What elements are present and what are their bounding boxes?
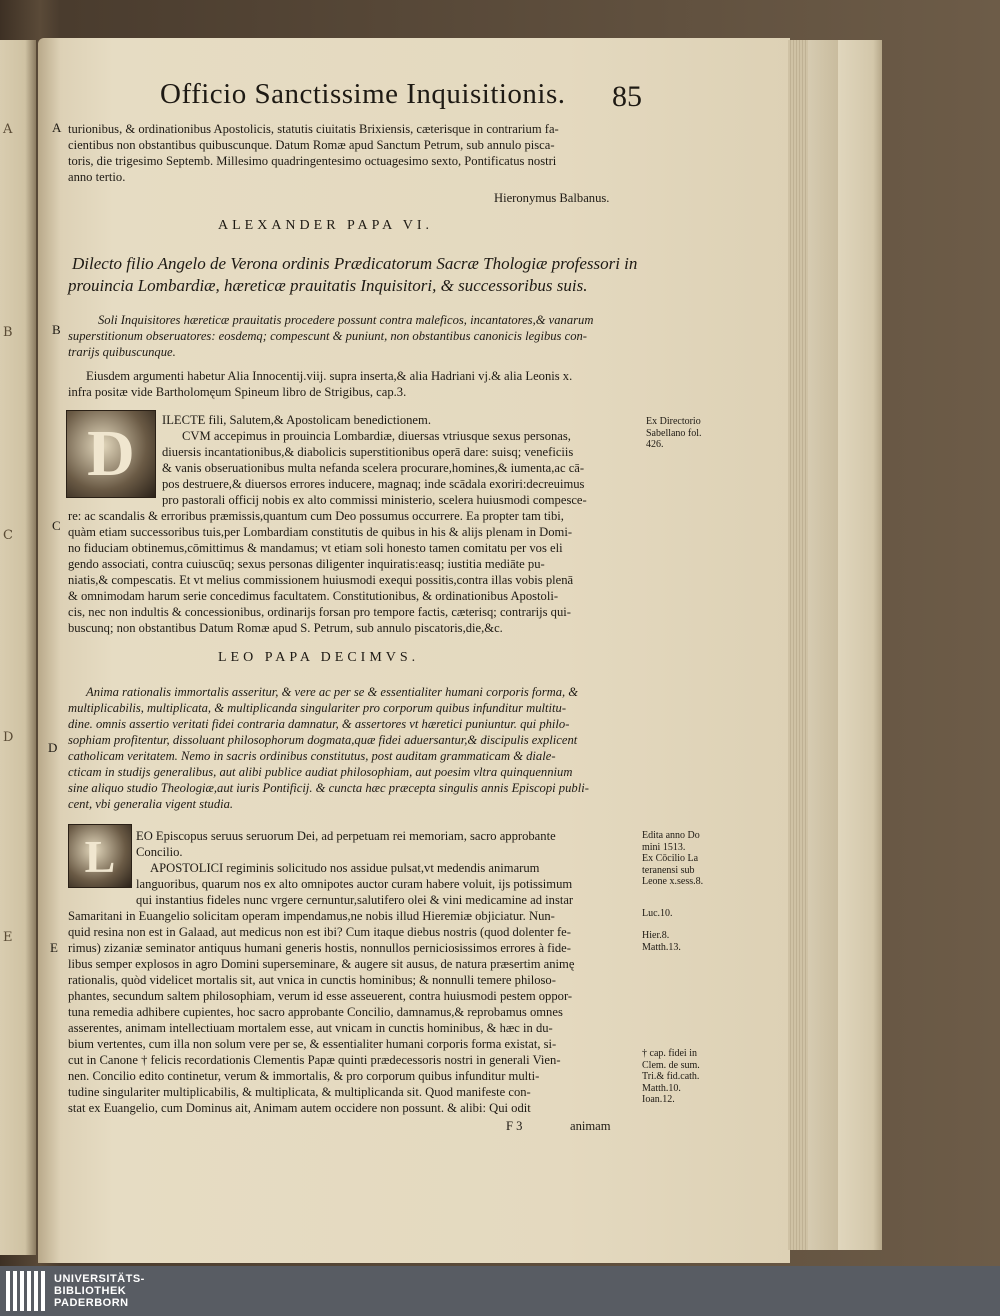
text-line: quàm etiam successoribus tuis,per Lombardiam constitutis de quibus in his & alijs plenam in Domi- — [68, 525, 573, 539]
text-line: tudine singulariter multiplicabilis, & multiplicata, & multiplicanda sit. Quod manifeste con- — [68, 1085, 531, 1099]
text-line: asserentes, animam intellectiuam mortalem esse, aut vnicam in cunctis hominibus, & hæc in du- — [68, 1021, 553, 1035]
page-number: 85 — [612, 80, 642, 113]
text-line: CVM accepimus in prouincia Lombardiæ, diuersas vtriusque sexus personas, — [182, 429, 571, 443]
library-name — [54, 1273, 145, 1309]
library-name-line: PADERBORN — [54, 1297, 129, 1309]
margin-letter: D — [48, 740, 58, 755]
text-line: quid resina non est in Galaad, aut medicus non est ibi? Cum itaque diebus nostris (quod dolenter fe- — [68, 925, 571, 939]
running-head: Officio Sanctissime Inquisitionis. — [160, 78, 566, 110]
left-page-letter: D — [3, 730, 14, 745]
page-edges — [808, 40, 838, 1250]
section-heading: LEO PAPA DECIMVS. — [218, 650, 420, 665]
text-line: phantes, secundum saltem philosophiam, verum id esse asseuerent, contra huiusmodi pestem oppor- — [68, 989, 573, 1003]
summary-line: Soli Inquisitores hæreticæ prauitatis procedere possunt contra maleficos, incantatores,& vanarum — [98, 313, 594, 327]
note-line: Ioan.12. — [642, 1094, 675, 1105]
text-line: gendo associati, contra cuiuscūq; sexus personas diligenter inquiratis:easq; iustitia mediāte pu- — [68, 557, 545, 571]
text-line: cis, nec non indultis & concessionibus, ordinarijs forsan pro tempore factis, cæterisq; contrarijs qui- — [68, 605, 571, 619]
catchword: animam — [570, 1119, 611, 1133]
margin-letter: A — [52, 120, 62, 135]
library-footer-bar — [0, 1266, 1000, 1316]
library-name-line: UNIVERSITÄTS- — [54, 1273, 145, 1285]
note-line: mini 1513. — [642, 841, 686, 853]
book-cover-edge — [838, 40, 882, 1250]
summary-line: catholicam veritatem. Nemo in sacris ordinibus constitutus, post auditam grammaticam & diale- — [68, 749, 556, 763]
note-line: 426. — [646, 439, 664, 450]
text-line: infra positæ vide Bartholomęum Spineum libro de Strigibus, cap.3. — [68, 385, 407, 399]
left-page-letter: C — [3, 528, 13, 543]
summary-line: sine aliquo studio Theologiæ,aut iuris Pontificij. & cuncta hæc præcepta singulis annis Episcopi publi- — [68, 781, 589, 795]
text-line: qui instantius fideles nunc vrgere cernuntur,salutifero olei & vini medicamine ad instar — [136, 893, 574, 907]
text-line: pro pastorali officij nobis ex alto commissi ministerio, scelera huiusmodi compesce- — [162, 493, 587, 507]
text-line: rationalis, quòd videlicet mortalis sit, aut vnica in cunctis hominibus; & nonnulli temere philoso- — [68, 973, 556, 987]
text-line: nen. Concilio edito continetur, verum & immortalis, & pro corporum quibus infunditur multi- — [68, 1069, 540, 1083]
margin-letter: E — [50, 940, 58, 955]
summary-line: cticam in studijs generalibus, aut alibi publice audiat philosophiam, aut poesim vltra quinquennium — [68, 765, 573, 779]
text-line: bium vertentes, cum illa non solum vere per se, & essentialiter humani corporis forma existat, si- — [68, 1037, 557, 1051]
note-line: Sabellano fol. — [646, 427, 702, 439]
note-line: Matth.13. — [642, 941, 681, 953]
signature-name: Hieronymus Balbanus. — [494, 191, 610, 205]
text-line: niatis,& compescatis. Et vt melius commissionem huiusmodi exequi possitis,contra illas vobis plenā — [68, 573, 574, 587]
note-line: Ex Directorio — [646, 416, 701, 427]
left-page-letter: A — [3, 122, 13, 137]
text-line: Eiusdem argumenti habetur Alia Innocentij.viij. supra inserta,& alia Hadriani vj.& alia Leonis x. — [86, 369, 573, 383]
summary-line: cent, vbi generalia vigent studia. — [68, 797, 234, 811]
marginal-note — [642, 930, 681, 953]
note-line: Leone x.sess.8. — [642, 876, 704, 887]
text-line: stat ex Euangelio, cum Dominus ait, Animam autem occidere non possunt. & alibi: Qui odit — [68, 1101, 531, 1115]
summary-line: dine. omnis assertio veritati fidei contraria damnatur, & assertores vt hæretici puniuntur. qui philo- — [68, 717, 570, 731]
text-line: turionibus, & ordinationibus Apostolicis, statutis ciuitatis Brixiensis, cæterisque in contrarium fa- — [68, 122, 559, 136]
signature-mark: F 3 — [506, 1119, 523, 1133]
marginal-note: Luc.10. — [642, 908, 673, 919]
text-line: toris, die trigesimo Septemb. Millesimo quadringentesimo octuagesimo sexto, Pontificatus nostri — [68, 154, 557, 168]
text-line: libus semper explosos in agro Domini superseminare, & augere sit ausus, de natura præsertim animę — [68, 957, 575, 971]
text-line: Samaritani in Euangelio solicitam operam impendamus,ne nobis illud Hieremiæ objiciatur. Nun- — [68, 909, 555, 923]
note-line: teranensi sub — [642, 864, 695, 876]
text-line: anno tertio. — [68, 170, 126, 184]
note-line: Ex Cōcilio La — [642, 853, 699, 864]
section-heading: ALEXANDER PAPA VI. — [218, 218, 434, 233]
note-line: Clem. de sum. — [642, 1059, 700, 1071]
text-line: cut in Canone † felicis recordationis Clementis Papæ quinti prædecessoris nostri in generali Vien- — [68, 1053, 561, 1067]
text-line: Concilio. — [136, 845, 183, 859]
left-page-edge — [0, 40, 36, 1255]
dedication-line: prouincia Lombardiæ, hæreticæ prauitatis Inquisitori, & successoribus suis. — [68, 276, 588, 295]
text-line: tuna remedia adhibere cupientes, hoc sacro approbante Concilio, damnamus,& reprobamus omnes — [68, 1005, 563, 1019]
text-line: no fiduciam obtinemus,cōmittimus & mandamus; vt etiam soli honesto tamen comitatu per vos eli — [68, 541, 563, 555]
page-edges — [788, 40, 808, 1250]
summary-line: superstitionum obseruatores: eosdemq; compescunt & puniunt, non obstantibus canonicis legibus con- — [68, 329, 587, 343]
decorated-initial: L — [68, 824, 132, 888]
library-logo-icon — [6, 1271, 46, 1311]
summary-line: multiplicabilis, multiplicata, & multiplicanda singulariter pro corporum quibus infunditur multitu- — [68, 701, 567, 715]
note-line: † cap. fidei in — [642, 1048, 697, 1059]
text-line: rimus) zizaniæ seminator antiquus humani generis hostis, nonnullos perniciosissimos errores à fide- — [68, 941, 571, 955]
left-page-letter: B — [3, 325, 13, 340]
note-line: Edita anno Do — [642, 830, 700, 841]
text-line: diuersis incantationibus,& diabolicis superstitionibus operā dare: suisq; veneficiis — [162, 445, 574, 459]
text-line: ILECTE fili, Salutem,& Apostolicam benedictionem. — [162, 413, 431, 427]
dedication-line: Dilecto filio Angelo de Verona ordinis Prædicatorum Sacræ Thologiæ professori in — [72, 254, 638, 273]
text-line: languoribus, quarum nos ex alto omnipotes auctor curam habere voluit, ijs potissimum — [136, 877, 573, 891]
text-line: & vanis obseruationibus multa nefanda scelera procurare,homines,& iumenta,ac cā- — [162, 461, 585, 475]
marginal-note — [646, 416, 702, 451]
decorated-initial: D — [66, 410, 156, 498]
text-line: & omnimodam harum serie concedimus facultatem. Constitutionibus, & ordinationibus Apostoli- — [68, 589, 559, 603]
summary-line: sophiam profitentur, dissoluant philosophorum dogmata,quæ fidei aduersantur,& discipulis explicent — [68, 733, 578, 747]
text-line: pos destruere,& diuersos errores inducere, magnaq; inde scādala exoriri:decreuimus — [162, 477, 585, 491]
left-page-letter: E — [3, 930, 13, 945]
marginal-note — [642, 830, 703, 888]
margin-letter: B — [52, 322, 61, 337]
note-line: Hier.8. — [642, 930, 670, 941]
note-line: Tri.& fid.cath. — [642, 1071, 700, 1082]
text-line: EO Episcopus seruus seruorum Dei, ad perpetuam rei memoriam, sacro approbante — [136, 829, 556, 843]
marginal-note — [642, 1048, 700, 1106]
library-name-line: BIBLIOTHEK — [54, 1285, 127, 1297]
text-line: cientibus non obstantibus quibuscunque. Datum Romæ apud Sanctum Petrum, sub annulo pisca- — [68, 138, 555, 152]
summary-line: trarijs quibuscunque. — [68, 345, 176, 359]
text-line: buscunq; non obstantibus Datum Romæ apud S. Petrum, sub annulo piscatoris,die,&c. — [68, 621, 503, 635]
text-line: APOSTOLICI regiminis solicitudo nos assidue pulsat,vt medendis animarum — [150, 861, 540, 875]
note-line: Matth.10. — [642, 1082, 681, 1094]
text-line: re: ac scandalis & erroribus præmissis,quantum cum Deo possumus occurrere. Ea propter tam tibi, — [68, 509, 564, 523]
summary-line: Anima rationalis immortalis asseritur, & vere ac per se & essentialiter humani corporis forma, & — [86, 685, 579, 699]
library-logo — [6, 1271, 145, 1311]
margin-letter: C — [52, 518, 61, 533]
